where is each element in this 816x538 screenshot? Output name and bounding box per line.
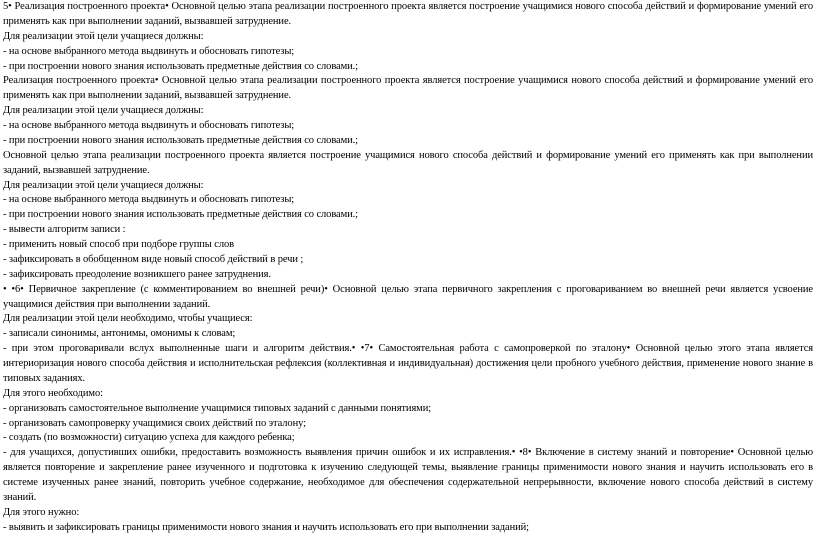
paragraph-goal-lead-3: Для реализации этой цели учащиеся должны: — [3, 179, 204, 191]
paragraph-goal-lead-1: Для реализации этой цели учащиеся должны: — [3, 30, 204, 42]
list-item-subject-actions-1: - при построении нового знания использовать предметные действия со словами.; — [3, 60, 359, 72]
list-item-synonyms: - записали синонимы, антонимы, омонимы к словам; — [3, 328, 236, 340]
list-item-algorithm: - вывести алгоритм записи : — [3, 224, 126, 236]
list-item-fix-difficulty: - зафиксировать преодоление возникшего ранее затруднения. — [3, 268, 271, 280]
list-item-hypothesis-2: - на основе выбранного метода выдвинуть и обосновать гипотезы; — [3, 120, 295, 131]
paragraph-goal-lead-6: Для реализации этой цели необходимо, чтобы учащиеся: — [3, 313, 253, 325]
list-item-subject-actions-3: - при построении нового знания использовать предметные действия со словами.; — [3, 209, 359, 221]
paragraph-project-realization-2: Реализация построенного проекта• Основной целью этапа реализации построенного проекта является построение учащимися нового способа действий и формирование умений его применять как при выполнении заданий, вызвавшей затруднение. — [3, 75, 813, 102]
paragraph-step-8-knowledge-system: - для учащихся, допустивших ошибки, предоставить возможность выявления причин ошибок и их исправления.• •8• Включение в систему знаний и повторение• Основной целью является повторение и закрепление ранее изученного и подготовка к изучению следующей темы, выявление границы применимости нового знания и научить использовать его в системе изученных ранее знаний, повторить учебное содержание, необходимое для обеспечения содержательной непрерывности, включение нового способа действий в систему знаний. — [3, 447, 813, 503]
list-item-apply-method: - применить новый способ при подборе группы слов — [3, 239, 234, 250]
list-item-hypothesis-3: - на основе выбранного метода выдвинуть и обосновать гипотезы; — [3, 194, 295, 206]
list-item-applicability-bounds: - выявить и зафиксировать границы применимости нового знания и научить использовать его при выполнении заданий; — [3, 521, 529, 533]
list-item-hypothesis-1: - на основе выбранного метода выдвинуть и обосновать гипотезы; — [3, 45, 295, 57]
paragraph-step-6-primary-consolidation: • •6• Первичное закрепление (с комментированием во внешней речи)• Основной целью этапа первичного закрепления с проговариванием во внешней речи является усвоение учащимися действия при выполнении заданий. — [3, 283, 813, 310]
list-item-organize-independent: - организовать самостоятельное выполнение учащимися типовых заданий с данными понятиями; — [3, 402, 432, 414]
paragraph-requirements-lead-8: Для этого нужно: — [3, 506, 80, 518]
list-item-success-situation: - создать (по возможности) ситуацию успеха для каждого ребенка; — [3, 432, 295, 444]
document-body — [3, 0, 813, 536]
paragraph-step-7-independent-work: - при этом проговаривали вслух выполненные шаги и алгоритм действия.• •7• Самостоятельная работа с самопроверкой по эталону• Основной целью этого этапа является интериоризация нового способа действия и исполнительская рефлексия (коллективная и индивидуальная) достижения цели пробного учебного действия, применение нового знание в типовых заданиях. — [3, 343, 813, 384]
list-item-subject-actions-2: - при построении нового знания использовать предметные действия со словами.; — [3, 134, 359, 146]
paragraph-requirements-lead-7: Для этого необходимо: — [3, 387, 103, 399]
paragraph-goal-lead-2: Для реализации этой цели учащиеся должны: — [3, 105, 204, 117]
paragraph-step-5-intro: 5• Реализация построенного проекта• Основной целью этапа реализации построенного проекта является построение учащимися нового способа действий и формирование умений его применять как при выполнении заданий, вызвавшей затруднение. — [3, 1, 813, 27]
list-item-organize-self-check: - организовать самопроверку учащимися своих действий по эталону; — [3, 417, 306, 429]
paragraph-project-goal-3: Основной целью этапа реализации построенного проекта является построение учащимися нового способа действий и формирование умений его применять как при выполнении заданий, вызвавшей затруднение. — [3, 149, 813, 176]
list-item-fix-speech: - зафиксировать в обобщенном виде новый способ действий в речи ; — [3, 253, 304, 265]
